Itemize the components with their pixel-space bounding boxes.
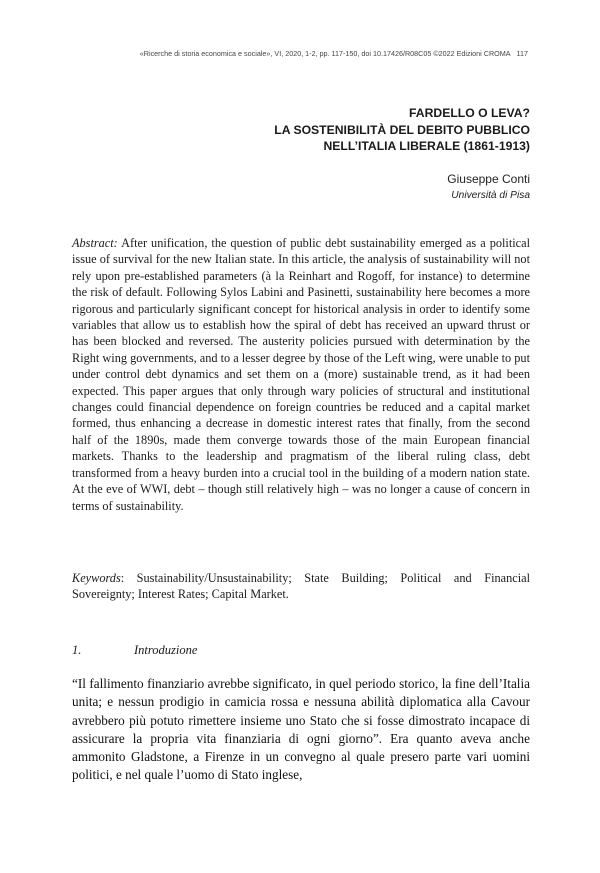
keywords bbox=[72, 570, 530, 603]
author-affiliation: Università di Pisa bbox=[451, 190, 530, 201]
section-title: Introduzione bbox=[134, 643, 198, 657]
abstract-text: After unification, the question of public debt sustainability emerged as a political issue of survival for the new Italian state. In this article, the analysis of sustainability will not rely upon pre-established parameters (à la Reinhart and Rogoff, for instance) to determine the risk of default. Following Sylos Labini and Pasinetti, sustainability here becomes a more rigorous and particularly significant concept for historical analysis in order to identify some variables that allow us to establish how the spiral of debt has received an upward thrust or has been blocked and reversed. The austerity policies pursued with determination by the Right wing governments, and to a lesser degree by those of the Left wing, were unable to put under control debt dynamics and set them on a (more) sustainable trend, as it had been expected. This paper argues that only through wary policies of structural and institutional changes could financial dependence on foreign countries be reduced and a capital market formed, thus enhancing a decrease in domestic interest rates that finally, from the second half of the 1890s, made them converge towards those of the main European financial markets. Thanks to the leadership and pragmatism of the liberal ruling class, debt transformed from a heavy burden into a crucial tool in the building of a modern nation state. At the eve of WWI, debt – though still relatively high – was no longer a cause of concern in terms of sustainability. bbox=[72, 236, 530, 513]
abstract-label: Abstract: bbox=[72, 236, 118, 250]
page-number: 117 bbox=[516, 49, 528, 58]
keywords-label: Keywords bbox=[72, 571, 121, 585]
keywords-text: : Sustainability/Unsustainability; State Building; Political and Financial Sovereignty; Interest Rates; Capital Market. bbox=[72, 571, 530, 602]
section-heading bbox=[72, 643, 530, 658]
section-number: 1. bbox=[72, 643, 82, 657]
author-name: Giuseppe Conti bbox=[447, 172, 530, 186]
abstract bbox=[72, 235, 530, 514]
title-line-3: NELL’ITALIA LIBERALE (1861-1913) bbox=[323, 139, 530, 153]
journal-citation: «Ricerche di storia economica e sociale», VI, 2020, 1-2, pp. 117-150, doi 10.17426/R08C05 ©2022 Edizioni CROMA bbox=[139, 49, 511, 58]
body-paragraph: “Il fallimento finanziario avrebbe significato, in quel periodo storico, la fine dell’Italia unita; e nessun prodigio in camicia rossa e nessuna abilità diplomatica alla Cavour avrebbero più potuto rimettere insieme uno Stato che si fosse dimostrato incapace di assicurare la propria vita finanziaria di ogni giorno”. Era quanto aveva anche ammonito Gladstone, a Firenze in un convegno al quale presero parte vari uomini politici, e nel quale l’uomo di Stato inglese, bbox=[72, 676, 530, 783]
title-line-1: FARDELLO O LEVA? bbox=[409, 106, 530, 120]
body-text bbox=[72, 675, 530, 785]
running-header bbox=[72, 49, 528, 58]
title-line-2: LA SOSTENIBILITÀ DEL DEBITO PUBBLICO bbox=[274, 122, 530, 137]
article-title bbox=[72, 105, 530, 155]
